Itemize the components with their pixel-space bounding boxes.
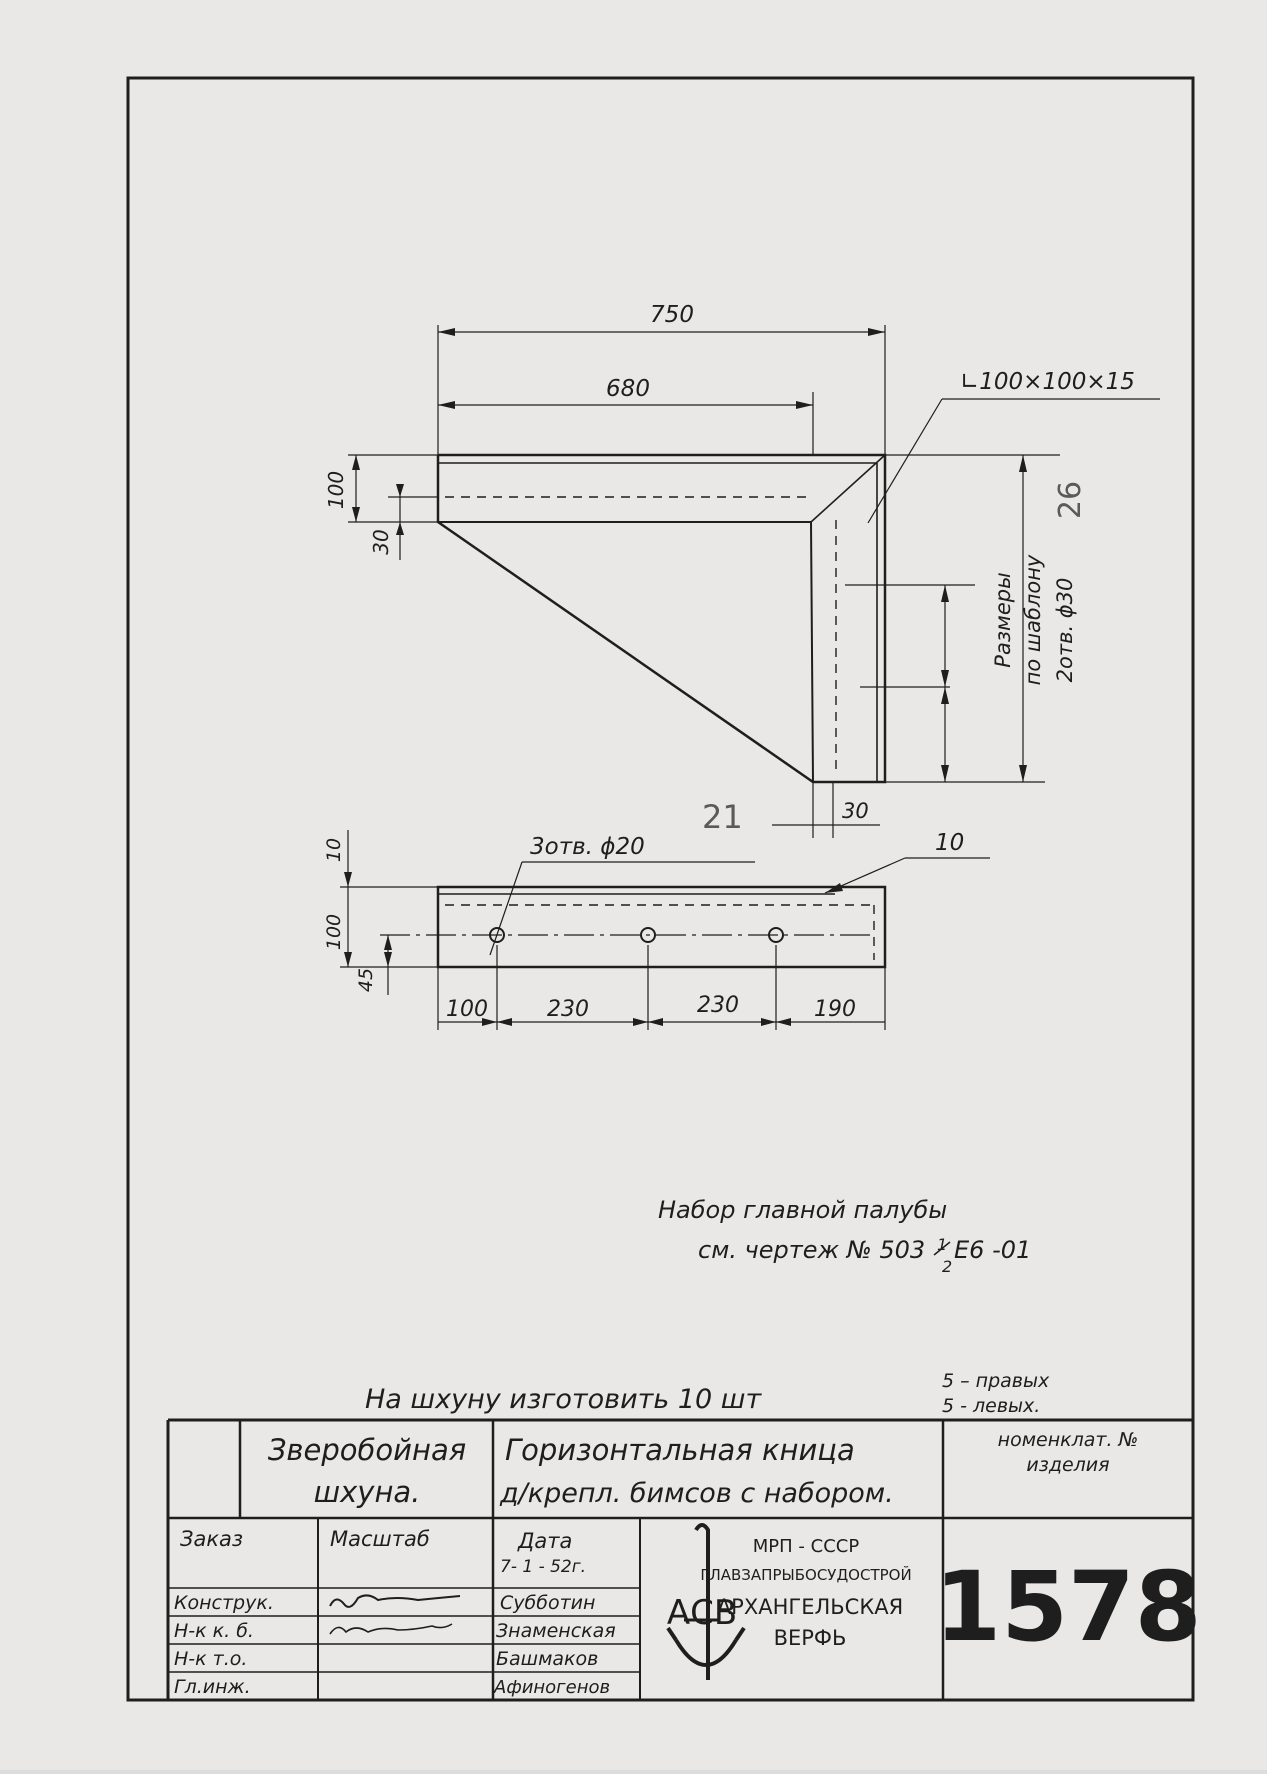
dim-side-10-label: 10 <box>323 837 345 863</box>
set-note-den: 2 <box>942 1257 953 1276</box>
org-shipyard: ВЕРФЬ <box>773 1626 847 1650</box>
part-name-line1: Горизонтальная кница <box>505 1433 855 1467</box>
set-note-line2-prefix: см. чертеж № 503 <box>698 1236 926 1264</box>
set-note-num: 1 <box>937 1235 948 1254</box>
dim-side-100-label: 100 <box>323 913 345 951</box>
nomenclature-sub: изделия <box>1026 1454 1110 1476</box>
person-designer: Субботин <box>500 1592 596 1614</box>
notes <box>365 1196 1050 1417</box>
set-note-line1: Набор главной палубы <box>658 1196 948 1224</box>
bracket-outline <box>438 455 885 782</box>
make-note: На шхуну изготовить 10 шт <box>365 1384 762 1415</box>
org-department: ГЛАВЗАПРЫБОСУДОСТРОЙ <box>700 1566 912 1584</box>
person-head-kb: Знаменская <box>496 1620 616 1642</box>
make-note-right: 5 – правых <box>942 1370 1050 1392</box>
nomenclature-label: номенклат. № <box>997 1429 1139 1451</box>
role-designer: Конструк. <box>174 1592 274 1614</box>
template-note-line1: Размеры <box>991 572 1015 668</box>
drawing-number: 1578 <box>934 1551 1202 1663</box>
profile-label: ∟100×100×15 <box>960 369 1135 395</box>
top-view <box>324 302 1160 838</box>
holes-leader <box>490 862 522 955</box>
signature-head-kb <box>330 1624 452 1634</box>
dim-seg-230a: 230 <box>547 997 589 1022</box>
template-note-line3: 2отв. ϕ30 <box>1053 577 1077 683</box>
logo-letters: АСВ <box>666 1593 738 1633</box>
thickness-label: 10 <box>935 830 965 856</box>
make-note-left: 5 - левых. <box>942 1395 1041 1417</box>
pencil-correction-26: 26 <box>1053 480 1088 520</box>
dim-680-label: 680 <box>606 376 650 402</box>
pencil-correction-21: 21 <box>702 798 743 836</box>
set-note-line2-suffix: Е6 -01 <box>954 1236 1032 1264</box>
dim-100-label: 100 <box>324 470 348 510</box>
signature-designer <box>330 1595 460 1606</box>
order-label: Заказ <box>180 1527 244 1551</box>
dim-750-label: 750 <box>650 302 694 328</box>
role-head-to: Н-к т.о. <box>174 1648 248 1670</box>
date-value: 7- 1 - 52г. <box>500 1557 587 1577</box>
dim-side-45-label: 45 <box>355 967 377 993</box>
part-name-line2: д/крепл. бимсов с набором. <box>500 1478 894 1509</box>
holes-label: 3отв. ϕ20 <box>530 834 645 860</box>
dim-seg-190: 190 <box>814 997 856 1022</box>
dim-bottom-30-label: 30 <box>842 799 869 823</box>
date-label: Дата <box>518 1529 573 1553</box>
person-head-to: Башмаков <box>496 1648 599 1670</box>
role-head-kb: Н-к к. б. <box>174 1620 254 1642</box>
template-note-line2: по шаблону <box>1021 554 1045 686</box>
dim-seg-230b: 230 <box>697 993 739 1018</box>
person-chief-engineer: Афиногенов <box>494 1677 611 1698</box>
dim-30-label: 30 <box>369 529 393 555</box>
project-name-line1: Зверобойная <box>267 1433 467 1467</box>
dim-seg-100: 100 <box>446 997 488 1022</box>
role-chief-engineer: Гл.инж. <box>174 1676 251 1698</box>
template-note <box>991 554 1077 685</box>
org-city: АРХАНГЕЛЬСКАЯ <box>716 1595 904 1619</box>
scale-label: Масштаб <box>330 1527 430 1551</box>
org-ministry: МРП - СССР <box>752 1536 860 1557</box>
title-block <box>168 1420 1202 1700</box>
side-view <box>323 830 990 1030</box>
project-name-line2: шхуна. <box>313 1475 421 1509</box>
plate-outline <box>438 887 885 967</box>
